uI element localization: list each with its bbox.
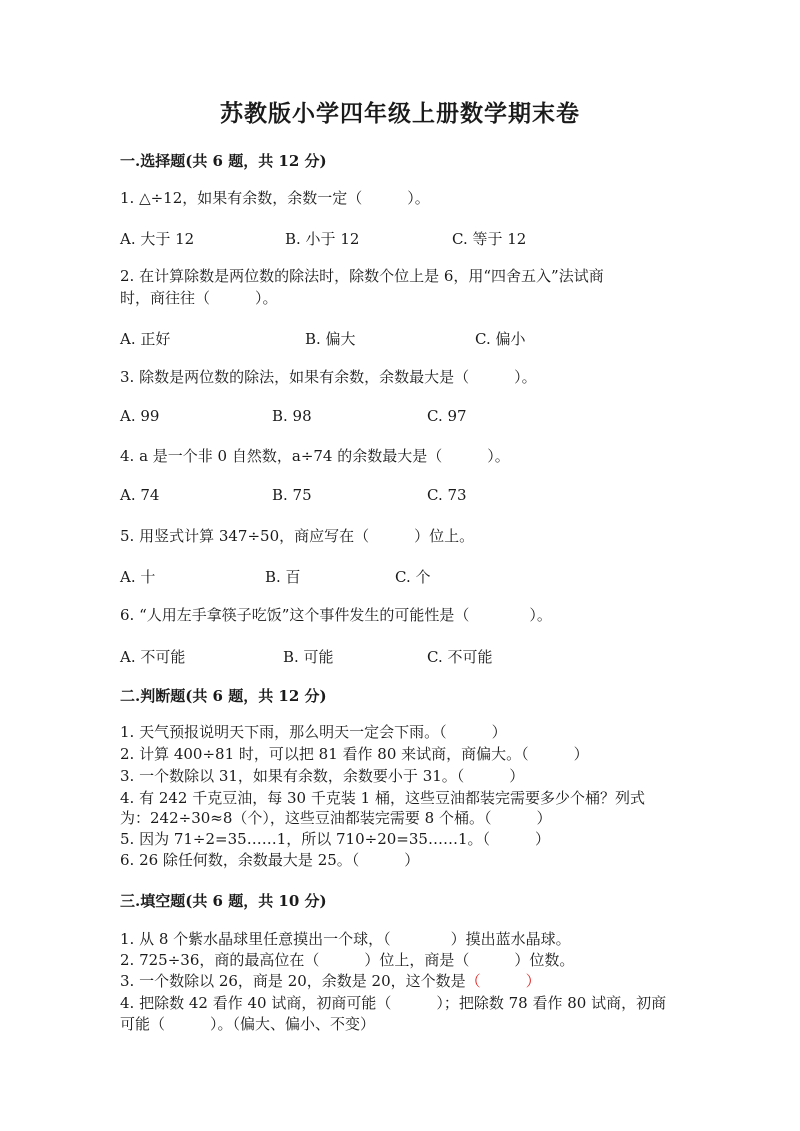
option-2a: A. 正好 [120,330,171,348]
option-1c: C. 等于 12 [452,230,527,248]
option-2c: C. 偏小 [475,330,526,348]
section-heading-judge: 二.判断题(共 6 题，共 12 分) [120,687,327,705]
option-6c: C. 不可能 [427,648,493,666]
question-2-line-1: 2. 在计算除数是两位数的除法时，除数个位上是 6，用“四舍五入”法试商 [120,267,604,285]
judge-line-5: 为：242÷30≈8（个），这些豆油都装完需要 8 个桶。（ ） [120,809,552,827]
judge-line-3: 3. 一个数除以 31，如果有余数，余数要小于 31。（ ） [120,767,525,785]
option-3c: C. 97 [427,407,467,425]
section-heading-fill: 三.填空题(共 6 题，共 10 分) [120,892,327,910]
option-4b: B. 75 [272,486,312,504]
judge-line-6: 5. 因为 71÷2=35……1，所以 710÷20=35……1。（ ） [120,830,550,848]
option-3b: B. 98 [272,407,312,425]
fill-line-4: 4. 把除数 42 看作 40 试商，初商可能（ ）；把除数 78 看作 80 试商，初商 [120,994,667,1012]
fill-line-3-blank: （ ） [465,972,541,990]
option-4a: A. 74 [120,486,160,504]
section-heading-choice: 一.选择题(共 6 题，共 12 分) [120,152,327,170]
option-5c: C. 个 [395,568,431,586]
option-4c: C. 73 [427,486,467,504]
question-6: 6. “人用左手拿筷子吃饭”这个事件发生的可能性是（ ）。 [120,606,552,624]
judge-line-2: 2. 计算 400÷81 时，可以把 81 看作 80 来试商，商偏大。（ ） [120,745,589,763]
fill-line-1: 1. 从 8 个紫水晶球里任意摸出一个球，（ ）摸出蓝水晶球。 [120,930,571,948]
fill-line-2: 2. 725÷36，商的最高位在（ ）位上，商是（ ）位数。 [120,951,575,969]
fill-line-3 [120,971,541,991]
question-5: 5. 用竖式计算 347÷50，商应写在（ ）位上。 [120,527,475,545]
option-6a: A. 不可能 [120,648,186,666]
option-5a: A. 十 [120,568,156,586]
option-1b: B. 小于 12 [285,230,360,248]
fill-line-5: 可能（ ）。（偏大、偏小、不变） [120,1015,376,1033]
exam-title: 苏教版小学四年级上册数学期末卷 [220,100,580,127]
option-1a: A. 大于 12 [120,230,195,248]
judge-line-7: 6. 26 除任何数，余数最大是 25。（ ） [120,851,420,869]
question-3: 3. 除数是两位数的除法，如果有余数，余数最大是（ ）。 [120,368,537,386]
option-5b: B. 百 [265,568,301,586]
question-4: 4. a 是一个非 0 自然数，a÷74 的余数最大是（ ）。 [120,447,510,465]
question-2-line-2: 时，商往往（ ）。 [120,289,278,307]
option-6b: B. 可能 [283,648,334,666]
fill-line-3-text: 3. 一个数除以 26，商是 20，余数是 20，这个数是 [120,972,466,990]
option-2b: B. 偏大 [305,330,356,348]
question-1: 1. △÷12，如果有余数，余数一定（ ）。 [120,189,430,207]
judge-line-4: 4. 有 242 千克豆油，每 30 千克装 1 桶，这些豆油都装完需要多少个桶？列式 [120,789,645,807]
judge-line-1: 1. 天气预报说明天下雨，那么明天一定会下雨。（ ） [120,723,507,741]
option-3a: A. 99 [120,407,160,425]
